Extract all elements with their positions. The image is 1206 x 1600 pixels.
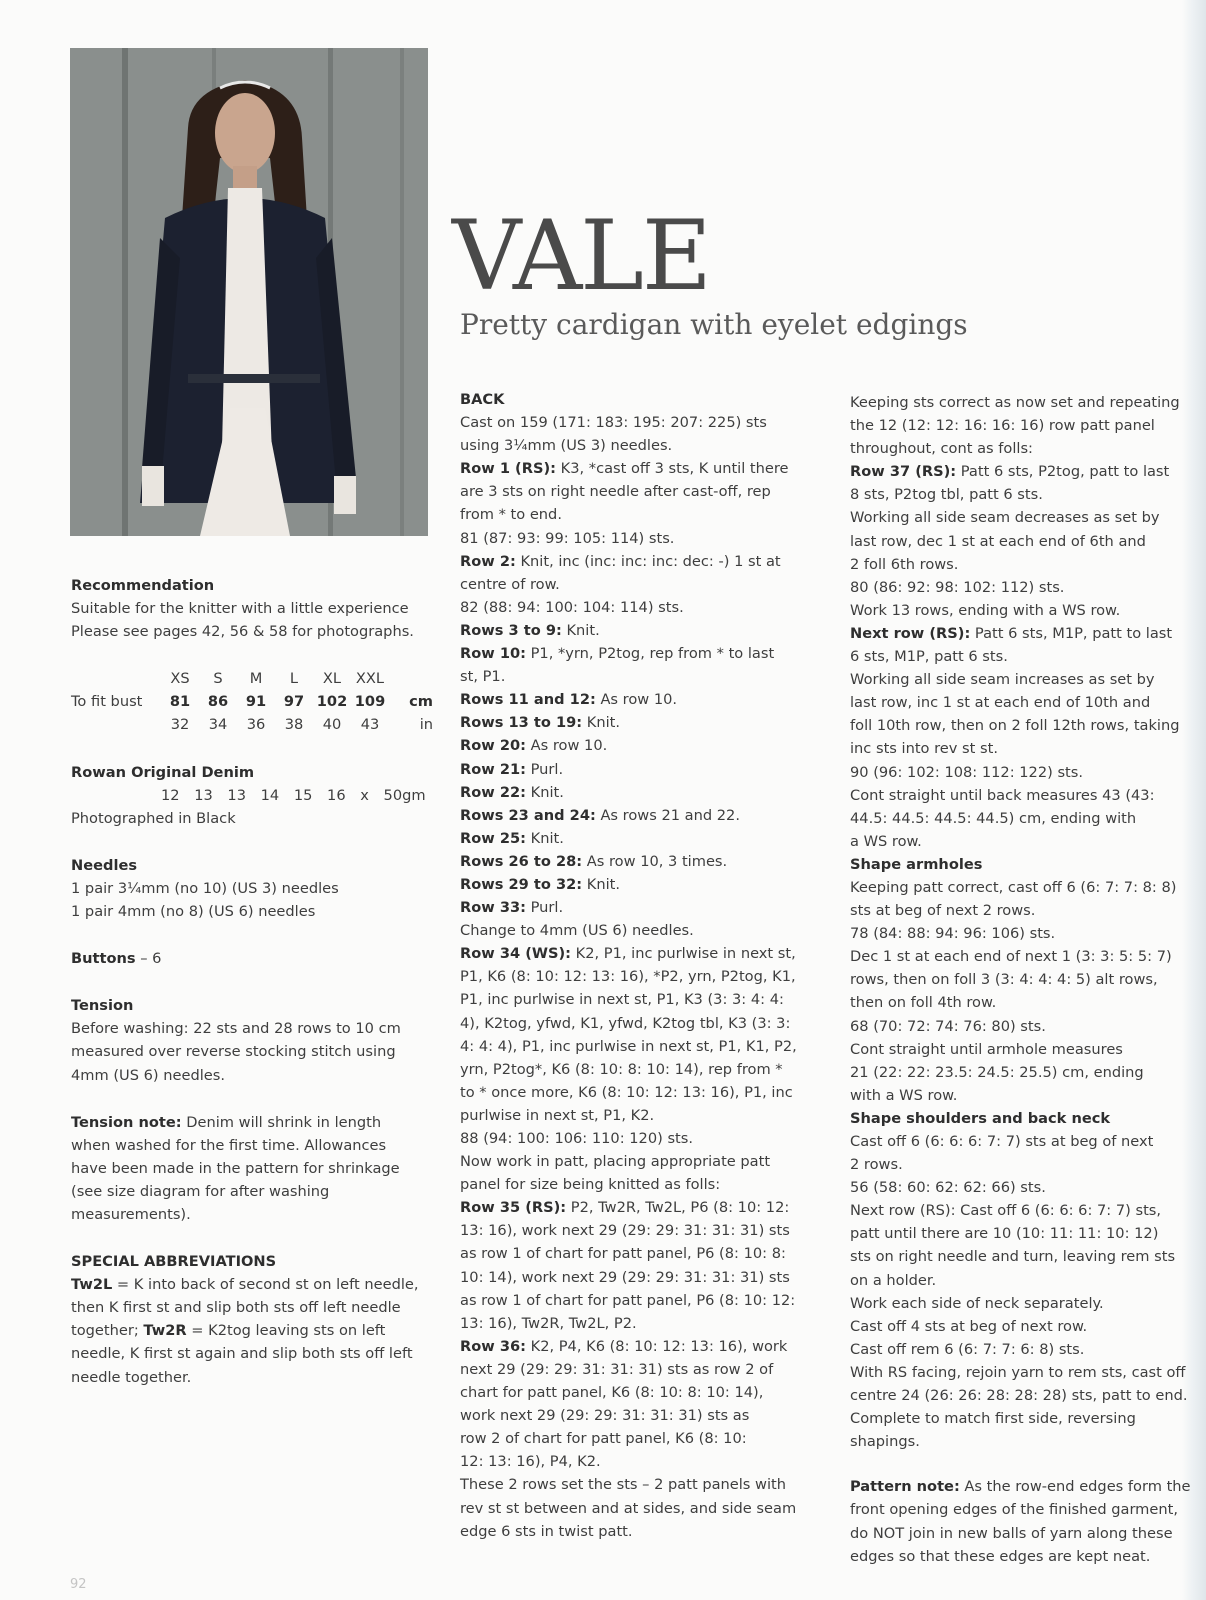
instruction-line: using 3¼mm (US 3) needles.: [460, 437, 673, 455]
pattern-note-line: edges so that these edges are kept neat.: [850, 1547, 1151, 1565]
instruction-line: row 2 of chart for patt panel, K6 (8: 10:: [460, 1430, 747, 1448]
instruction-line: Working all side seam decreases as set by: [850, 509, 1160, 527]
yarn-counts: 12 13 13 14 15 16 x 50gm: [161, 786, 426, 804]
abbreviation-line: needle together.: [71, 1368, 192, 1386]
instruction-line: Cast off 4 sts at beg of next row.: [850, 1317, 1088, 1335]
tension-note-line: measurements).: [71, 1205, 191, 1223]
back-instruction-lines: [460, 411, 832, 1543]
instruction-line: as row 1 of chart for patt panel, P6 (8: 10: 8:: [460, 1245, 786, 1263]
instruction-line: the 12 (12: 12: 16: 16: 16) row patt panel: [850, 417, 1155, 435]
instruction-line: Keeping sts correct as now set and repeating: [850, 394, 1180, 411]
instruction-line: 56 (58: 60: 62: 62: 66) sts.: [850, 1179, 1046, 1197]
buttons-line: Buttons – 6: [71, 950, 162, 968]
instruction-line: Cast off rem 6 (6: 7: 7: 6: 8) sts.: [850, 1340, 1085, 1358]
instruction-line: 81 (87: 93: 99: 105: 114) sts.: [460, 529, 675, 547]
instruction-line: to * once more, K6 (8: 10: 12: 13: 16), P1, inc: [460, 1083, 793, 1101]
tension-note-line: (see size diagram for after washing: [71, 1182, 330, 1200]
instruction-line: last row, inc 1 st at each end of 10th and: [850, 694, 1151, 712]
instruction-line: Rows 3 to 9: Knit.: [460, 621, 600, 639]
instruction-line: Working all side seam increases as set by: [850, 671, 1155, 689]
size-in: 34: [208, 716, 228, 734]
instruction-line: sts at beg of next 2 rows.: [850, 902, 1036, 920]
size-in: 43: [360, 716, 380, 734]
instruction-line: Cont straight until back measures 43 (43:: [850, 786, 1155, 804]
yarn-heading: Rowan Original Denim: [71, 763, 255, 781]
instruction-line: centre of row.: [460, 575, 560, 593]
instruction-line: 10: 14), work next 29 (29: 29: 31: 31: 31) sts: [460, 1268, 790, 1286]
instruction-line: Rows 26 to 28: As row 10, 3 times.: [460, 852, 728, 870]
instruction-line: P1, K6 (8: 10: 12: 13: 16), *P2, yrn, P2tog, K1,: [460, 968, 796, 986]
size-header: M: [249, 670, 263, 688]
back-heading: BACK: [460, 391, 505, 408]
instruction-line: yrn, P2tog*, K6 (8: 10: 8: 10: 14), rep from *: [460, 1060, 783, 1078]
instruction-line: 13: 16), Tw2R, Tw2L, P2.: [460, 1314, 637, 1332]
instruction-line: edge 6 sts in twist patt.: [460, 1522, 633, 1540]
instruction-line: sts on right needle and turn, leaving rem sts: [850, 1248, 1176, 1266]
size-table: [71, 667, 433, 736]
tension-note-line: when washed for the first time. Allowances: [71, 1136, 387, 1154]
tension-line: Before washing: 22 sts and 28 rows to 10 cm: [71, 1020, 401, 1038]
instruction-line: Row 2: Knit, inc (inc: inc: inc: dec: -) 1 st at: [460, 552, 781, 570]
instruction-line: 21 (22: 22: 23.5: 24.5: 25.5) cm, ending: [850, 1063, 1144, 1081]
instruction-line: as row 1 of chart for patt panel, P6 (8: 10: 12:: [460, 1291, 796, 1309]
instruction-line: 90 (96: 102: 108: 112: 122) sts.: [850, 763, 1084, 781]
needles-heading: Needles: [71, 856, 138, 874]
instruction-line: work next 29 (29: 29: 31: 31: 31) sts as: [460, 1407, 750, 1425]
instruction-line: 4), K2tog, yfwd, K1, yfwd, K2tog tbl, K3 (3: 3:: [460, 1014, 791, 1032]
size-header: XXL: [355, 670, 385, 688]
instruction-line: rows, then on foll 3 (3: 4: 4: 4: 5) alt rows,: [850, 971, 1158, 989]
needles-line: 1 pair 4mm (no 8) (US 6) needles: [71, 903, 316, 921]
instruction-line: Cast on 159 (171: 183: 195: 207: 225) sts: [460, 414, 767, 432]
instruction-line: 12: 13: 16), P4, K2.: [460, 1453, 601, 1471]
abbreviation-line: needle, K first st again and slip both sts off left: [71, 1345, 413, 1363]
back-instructions-column: [460, 388, 832, 1543]
instruction-line: Cast off 6 (6: 6: 6: 7: 7) sts at beg of next: [850, 1133, 1154, 1150]
recommendation-line: Suitable for the knitter with a little experience: [71, 600, 409, 618]
pattern-subtitle: Pretty cardigan with eyelet edgings: [460, 308, 968, 341]
pattern-note: Pattern note: As the row-end edges form the: [850, 1478, 1191, 1496]
instruction-line: st, P1.: [460, 668, 506, 686]
instruction-line: Row 10: P1, *yrn, P2tog, rep from * to last: [460, 645, 775, 663]
instruction-line: centre 24 (26: 26: 28: 28: 28) sts, patt to end.: [850, 1387, 1188, 1405]
size-in-row: [71, 713, 433, 736]
instruction-line: foll 10th row, then on 2 foll 12th rows, taking: [850, 717, 1180, 735]
needles-line: 1 pair 3¼mm (no 10) (US 3) needles: [71, 879, 339, 897]
page-number: 92: [70, 1577, 87, 1592]
instruction-line: 44.5: 44.5: 44.5: 44.5) cm, ending with: [850, 809, 1137, 827]
instruction-line: throughout, cont as folls:: [850, 440, 1033, 458]
instruction-line: last row, dec 1 st at each end of 6th and: [850, 532, 1146, 550]
instruction-line: 88 (94: 100: 106: 110: 120) sts.: [460, 1130, 694, 1147]
instruction-line: purlwise in next st, P1, K2.: [460, 1106, 655, 1124]
unit-cm: cm: [409, 693, 433, 711]
tension-line: 4mm (US 6) needles.: [71, 1066, 225, 1084]
tension-note: Tension note: Denim will shrink in length: [71, 1113, 382, 1131]
abbreviation-line: together; Tw2R = K2tog leaving sts on left: [71, 1322, 386, 1340]
instruction-line: Work each side of neck separately.: [850, 1294, 1104, 1312]
instruction-line: rev st st between and at sides, and side seam: [460, 1499, 797, 1517]
yarn-colour: Photographed in Black: [71, 809, 236, 827]
instruction-line: P1, inc purlwise in next st, P1, K3 (3: 3: 4: 4:: [460, 991, 784, 1009]
instruction-line: 4: 4: 4), P1, inc purlwise in next st, P1, K1, P2,: [460, 1037, 797, 1055]
instruction-line: Row 36: K2, P4, K6 (8: 10: 12: 13: 16), work: [460, 1337, 788, 1355]
instruction-line: then on foll 4th row.: [850, 994, 997, 1012]
instruction-line: Dec 1 st at each end of next 1 (3: 3: 5: 5: 7): [850, 948, 1172, 966]
instruction-line: Shape shoulders and back neck: [850, 1109, 1111, 1127]
size-header: XS: [170, 670, 190, 688]
instruction-line: Row 21: Purl.: [460, 760, 564, 778]
instruction-line: 13: 16), work next 29 (29: 29: 31: 31: 31) sts: [460, 1222, 790, 1240]
instruction-line: 2 rows.: [850, 1156, 903, 1174]
instruction-line: Cont straight until armhole measures: [850, 1040, 1123, 1058]
instruction-line: Next row (RS): Cast off 6 (6: 6: 6: 7: 7) sts,: [850, 1202, 1162, 1220]
instruction-line: from * to end.: [460, 506, 562, 524]
instruction-line: Row 34 (WS): K2, P1, inc purlwise in next st,: [460, 945, 796, 963]
instruction-line: are 3 sts on right needle after cast-off, rep: [460, 483, 771, 501]
instruction-line: Shape armholes: [850, 855, 983, 873]
model-photo: [70, 48, 428, 536]
instruction-line: Keeping patt correct, cast off 6 (6: 7: 7: 8: 8): [850, 878, 1177, 896]
size-cm: 91: [245, 693, 267, 711]
instruction-line: 80 (86: 92: 98: 102: 112) sts.: [850, 578, 1065, 596]
pattern-title: VALE: [452, 200, 710, 312]
instruction-line: 78 (84: 88: 94: 96: 106) sts.: [850, 925, 1056, 943]
recommendation-heading: Recommendation: [71, 577, 215, 594]
instruction-line: chart for patt panel, K6 (8: 10: 8: 10: 14),: [460, 1384, 764, 1402]
size-cm: 86: [207, 693, 229, 711]
instruction-line: 2 foll 6th rows.: [850, 555, 959, 573]
instruction-line: on a holder.: [850, 1271, 937, 1289]
instruction-line: Row 1 (RS): K3, *cast off 3 sts, K until there: [460, 460, 789, 478]
instruction-line: Rows 13 to 19: Knit.: [460, 714, 621, 732]
size-cm-row: [71, 690, 433, 713]
fit-label: To fit bust: [71, 693, 143, 711]
size-header: XL: [322, 670, 342, 688]
instruction-line: Rows 23 and 24: As rows 21 and 22.: [460, 806, 740, 824]
instruction-line: Row 22: Knit.: [460, 783, 564, 801]
instruction-line: Row 33: Purl.: [460, 899, 564, 917]
size-cm: 102: [316, 693, 348, 711]
instruction-line: Now work in patt, placing appropriate patt: [460, 1153, 771, 1171]
instruction-line: Rows 11 and 12: As row 10.: [460, 691, 678, 709]
tension-line: measured over reverse stocking stitch using: [71, 1043, 396, 1061]
instruction-line: a WS row.: [850, 832, 922, 850]
abbreviations-heading: SPECIAL ABBREVIATIONS: [71, 1253, 277, 1271]
instruction-line: 8 sts, P2tog tbl, patt 6 sts.: [850, 486, 1043, 504]
instruction-line: Rows 29 to 32: Knit.: [460, 875, 621, 893]
size-in: 32: [170, 716, 190, 734]
instruction-line: patt until there are 10 (10: 11: 11: 10: 12): [850, 1225, 1159, 1243]
instruction-line: 6 sts, M1P, patt 6 sts.: [850, 648, 1008, 666]
size-header: L: [289, 670, 299, 688]
instruction-line: These 2 rows set the sts – 2 patt panels with: [460, 1476, 787, 1494]
instruction-line: With RS facing, rejoin yarn to rem sts, cast off: [850, 1363, 1186, 1381]
instruction-line: Row 25: Knit.: [460, 829, 564, 847]
pattern-note-line: do NOT join in new balls of yarn along these: [850, 1524, 1173, 1542]
tension-note-line: have been made in the pattern for shrinkage: [71, 1159, 400, 1177]
size-in: 36: [246, 716, 266, 734]
instruction-line: Row 20: As row 10.: [460, 737, 608, 755]
instruction-line: Change to 4mm (US 6) needles.: [460, 922, 694, 940]
instruction-line: 82 (88: 94: 100: 104: 114) sts.: [460, 598, 684, 616]
size-cm: 97: [283, 693, 305, 711]
abbreviation-line: then K first st and slip both sts off left needle: [71, 1299, 401, 1317]
left-column: [71, 574, 441, 1389]
shaping-instructions-column: [850, 391, 1200, 1568]
tension-heading: Tension: [71, 997, 134, 1015]
pattern-note-line: front opening edges of the finished garment,: [850, 1501, 1178, 1519]
instruction-line: 68 (70: 72: 74: 76: 80) sts.: [850, 1017, 1046, 1035]
instruction-line: inc sts into rev st st.: [850, 740, 998, 758]
size-in: 40: [322, 716, 342, 734]
size-header-row: [71, 667, 433, 690]
size-cm: 109: [354, 693, 386, 711]
size-in: 38: [284, 716, 304, 734]
instruction-line: Next row (RS): Patt 6 sts, M1P, patt to last: [850, 624, 1173, 642]
instruction-line: Row 37 (RS): Patt 6 sts, P2tog, patt to last: [850, 463, 1170, 481]
recommendation-line: Please see pages 42, 56 & 58 for photographs.: [71, 623, 414, 641]
instruction-line: next 29 (29: 29: 31: 31: 31) sts as row 2 of: [460, 1360, 774, 1378]
instruction-line: with a WS row.: [850, 1086, 958, 1104]
unit-in: in: [419, 716, 433, 734]
size-header: S: [213, 670, 223, 688]
instruction-line: panel for size being knitted as folls:: [460, 1176, 721, 1194]
size-cm: 81: [169, 693, 191, 711]
abbreviation-line: Tw2L = K into back of second st on left needle,: [71, 1276, 419, 1294]
instruction-line: Row 35 (RS): P2, Tw2R, Tw2L, P6 (8: 10: 12:: [460, 1199, 790, 1217]
instruction-line: Work 13 rows, ending with a WS row.: [850, 601, 1121, 619]
instruction-line: Complete to match first side, reversing shapings.: [850, 1410, 1136, 1451]
shaping-instruction-lines: [850, 391, 1200, 1453]
